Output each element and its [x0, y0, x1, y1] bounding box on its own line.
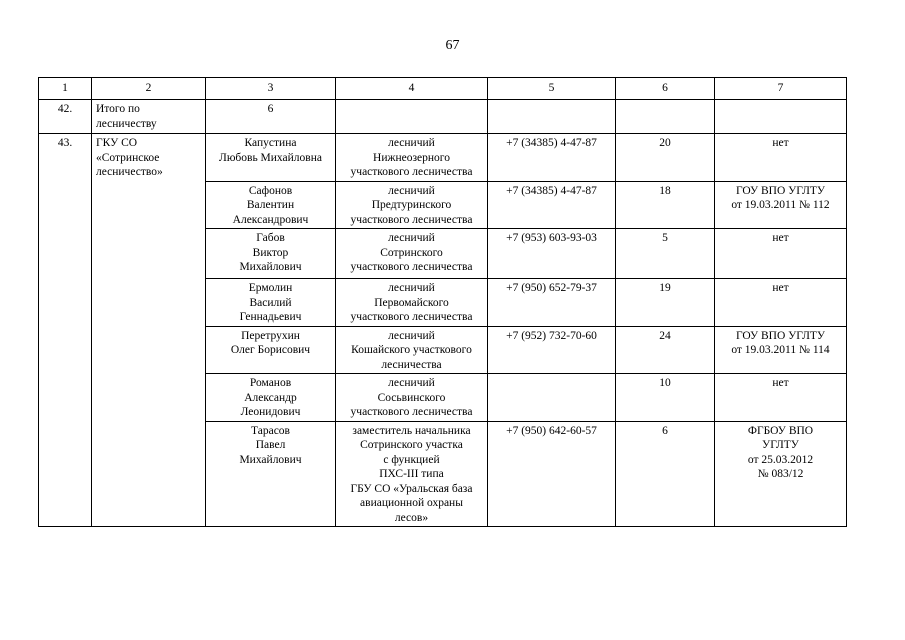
- person-position-line: лесничий: [388, 329, 435, 342]
- header-cell-5: 5: [488, 78, 616, 100]
- empty-cell: [488, 100, 616, 134]
- person-position-line: лесничий: [388, 282, 435, 294]
- person-position-line: авиационной охраны: [360, 497, 463, 509]
- person-education-line: от 19.03.2011 № 114: [731, 344, 830, 356]
- header-cell-7: 7: [715, 78, 847, 100]
- person-position: [336, 374, 488, 422]
- page-number: 67: [445, 38, 460, 53]
- person-education-line: ГОУ ВПО УГЛТУ: [735, 329, 826, 342]
- header-row: [39, 78, 847, 100]
- person-position: [336, 229, 488, 279]
- person-education: [715, 181, 847, 229]
- header-cell-1: 1: [39, 78, 92, 100]
- table-row-42: [39, 100, 847, 134]
- person-position-line: Кошайского участкового: [351, 344, 472, 356]
- person-position: [336, 279, 488, 327]
- person-name-line: Валентин: [246, 199, 295, 211]
- person-name-line: Сафонов: [248, 184, 293, 197]
- organization-name: [92, 134, 206, 527]
- header-cell-3: 3: [206, 78, 336, 100]
- person-name: [206, 374, 336, 422]
- person-position-line: лесничества: [381, 358, 442, 371]
- person-position-line: Предтуринского: [371, 199, 452, 211]
- person-education: [715, 374, 847, 422]
- person-experience: 19: [616, 279, 715, 327]
- person-name-line: Тарасов: [251, 424, 290, 437]
- organization-name-line: «Сотринское: [96, 151, 160, 164]
- person-position-line: с функцией: [383, 453, 440, 466]
- person-education-line: ФГБОУ ВПО: [747, 424, 814, 437]
- person-position-line: ГБУ СО «Уральская база: [350, 482, 473, 495]
- person-education: [715, 134, 847, 182]
- person-education: [715, 229, 847, 279]
- person-name: [206, 134, 336, 182]
- person-position: [336, 326, 488, 374]
- total-label-line: Итого по: [96, 103, 140, 115]
- person-experience: 5: [616, 229, 715, 279]
- person-name-line: Олег Борисович: [230, 344, 311, 356]
- person-name-line: Александр: [244, 391, 297, 404]
- person-phone: +7 (34385) 4-47-87: [488, 181, 616, 229]
- person-position-line: Сотринского: [380, 246, 443, 259]
- person-position-line: участкового лесничества: [350, 311, 473, 323]
- person-name-line: Любовь Михайловна: [219, 151, 322, 164]
- person-education-line: ГОУ ВПО УГЛТУ: [735, 184, 826, 197]
- person-education-line: от 19.03.2011 № 112: [731, 199, 830, 211]
- person-position-line: участкового лесничества: [350, 406, 473, 418]
- person-name-line: Леонидович: [240, 406, 301, 418]
- person-experience: 20: [616, 134, 715, 182]
- person-name-line: Виктор: [252, 246, 289, 259]
- person-phone: +7 (950) 642-60-57: [488, 421, 616, 527]
- header-cell-4: 4: [336, 78, 488, 100]
- person-position: [336, 421, 488, 527]
- person-position-line: Первомайского: [374, 296, 449, 309]
- person-name-line: Перетрухин: [241, 329, 300, 342]
- person-name-line: Михайлович: [239, 453, 302, 466]
- person-position-line: заместитель начальника: [352, 424, 471, 437]
- total-count: 6: [206, 100, 336, 134]
- person-education: [715, 326, 847, 374]
- person-education-line: нет: [772, 137, 789, 149]
- person-position-line: лесов»: [394, 511, 429, 524]
- person-experience: 10: [616, 374, 715, 422]
- header-cell-2: 2: [92, 78, 206, 100]
- person-position-line: лесничий: [388, 377, 435, 389]
- person-experience: 6: [616, 421, 715, 527]
- empty-cell: [715, 100, 847, 134]
- person-position-line: Нижнеозерного: [373, 151, 450, 164]
- person-name-line: Василий: [249, 296, 292, 309]
- person-position-line: участкового лесничества: [350, 213, 473, 226]
- person-education-line: нет: [772, 282, 789, 294]
- person-name: [206, 181, 336, 229]
- organization-name-line: лесничество»: [96, 166, 163, 178]
- person-name: [206, 279, 336, 327]
- person-position-line: лесничий: [388, 137, 435, 149]
- person-education-line: нет: [772, 232, 789, 244]
- person-name-line: Александрович: [232, 213, 309, 226]
- person-position-line: участкового лесничества: [350, 166, 473, 178]
- person-name-line: Михайлович: [239, 261, 302, 273]
- total-label: [92, 100, 206, 134]
- person-phone: +7 (952) 732-70-60: [488, 326, 616, 374]
- row-number: 42.: [39, 100, 92, 134]
- person-name-line: Геннадьевич: [239, 311, 302, 323]
- person-name: [206, 326, 336, 374]
- person-education-line: нет: [772, 377, 789, 389]
- person-education-line: от 25.03.2012: [747, 453, 814, 466]
- person-position-line: ПХС-III типа: [379, 468, 444, 480]
- person-position: [336, 181, 488, 229]
- person-position-line: лесничий: [388, 184, 435, 197]
- person-name-line: Габов: [256, 232, 285, 244]
- person-position-line: участкового лесничества: [350, 261, 473, 273]
- person-name: [206, 229, 336, 279]
- person-phone: +7 (953) 603-93-03: [488, 229, 616, 279]
- person-phone: [488, 374, 616, 422]
- empty-cell: [616, 100, 715, 134]
- person-position-line: лесничий: [388, 232, 435, 244]
- total-label-line: лесничеству: [96, 117, 157, 130]
- person-name-line: Капустина: [244, 137, 297, 149]
- person-education-line: УГЛТУ: [762, 439, 799, 451]
- person-name-line: Романов: [249, 377, 292, 389]
- person-phone: +7 (34385) 4-47-87: [488, 134, 616, 182]
- organization-name-line: ГКУ СО: [96, 137, 138, 149]
- header-cell-6: 6: [616, 78, 715, 100]
- person-position-line: Сотринского участка: [360, 439, 463, 451]
- person-position: [336, 134, 488, 182]
- person-name: [206, 421, 336, 527]
- person-experience: 18: [616, 181, 715, 229]
- person-experience: 24: [616, 326, 715, 374]
- person-education: [715, 421, 847, 527]
- person-name-line: Павел: [255, 439, 286, 451]
- table-row-person: [39, 134, 847, 182]
- person-education: [715, 279, 847, 327]
- empty-cell: [336, 100, 488, 134]
- row-number: 43.: [39, 134, 92, 527]
- person-phone: +7 (950) 652-79-37: [488, 279, 616, 327]
- person-position-line: Сосьвинского: [377, 391, 446, 404]
- person-name-line: Ермолин: [248, 282, 293, 294]
- person-education-line: № 083/12: [757, 468, 804, 480]
- staff-table: [38, 77, 847, 527]
